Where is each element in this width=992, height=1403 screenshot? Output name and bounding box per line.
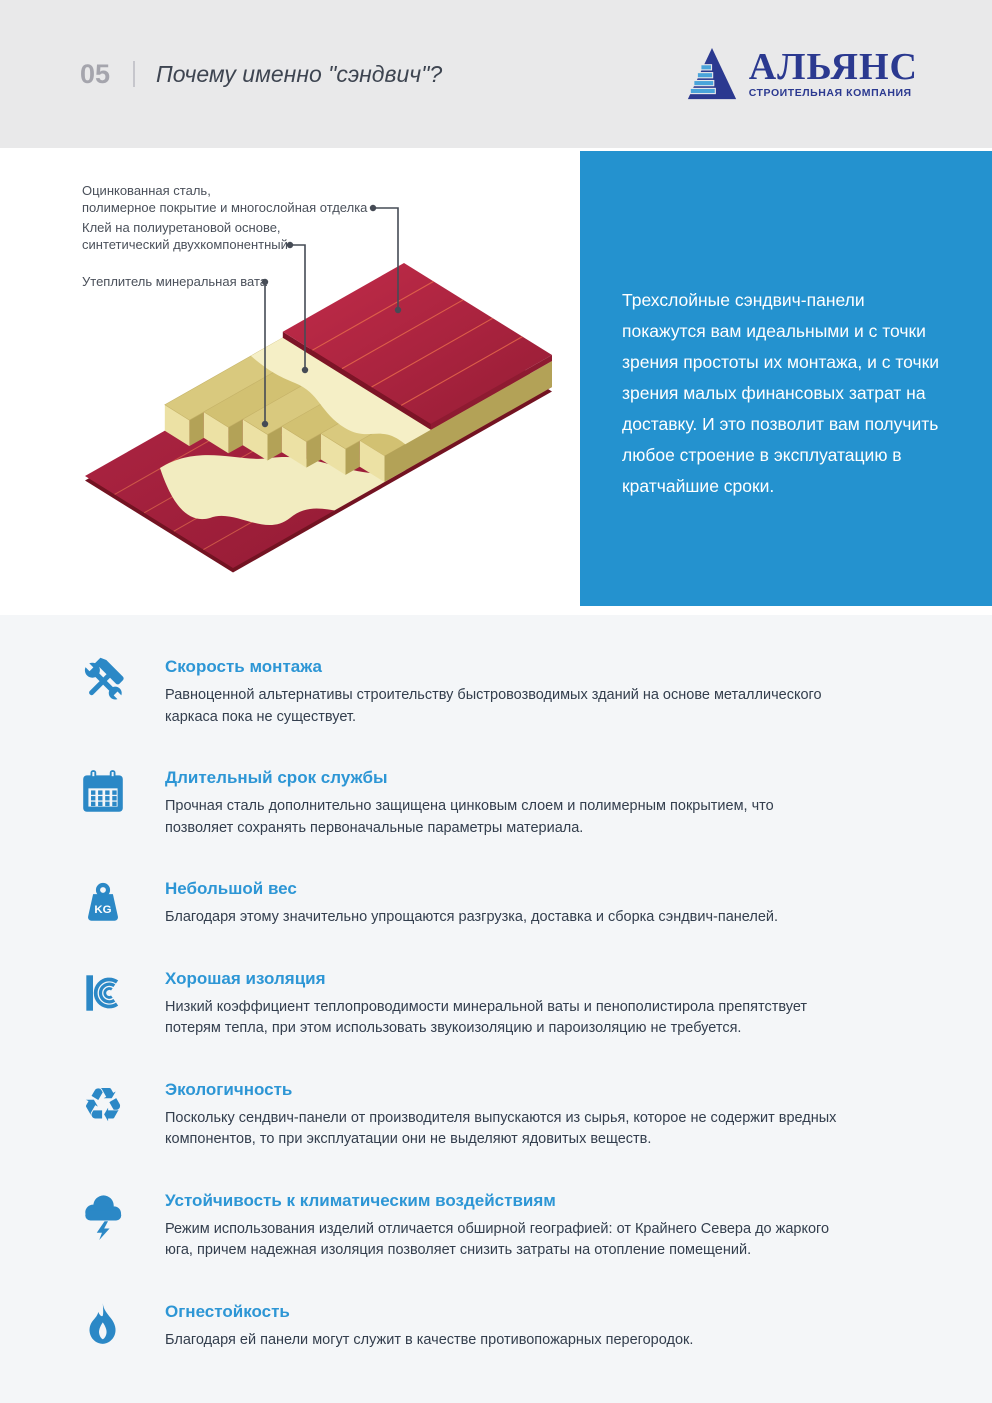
feature-title: Огнестойкость [165, 1301, 290, 1321]
diagram-label-steel: Оцинкованная сталь, полимерное покрытие и многослойная отделка [82, 183, 368, 215]
feature-body [165, 877, 778, 929]
features-section [0, 615, 992, 1403]
logo-text [748, 46, 918, 99]
diagram-label-glue: Клей на полиуретановой основе, синтетический двухкомпонентный [82, 220, 288, 252]
feature-item [78, 1078, 992, 1151]
feature-item [78, 877, 992, 929]
feature-body [165, 1078, 845, 1151]
feature-title: Скорость монтажа [165, 657, 322, 676]
feature-body [165, 766, 845, 839]
feature-text: Благодаря ей панели могут служит в качестве противопожарных перегородок. [165, 1331, 694, 1348]
feature-title: Длительный срок службы [165, 768, 388, 787]
feature-text: Равноценной альтернативы строительству быстровозводимых зданий на основе металлического каркаса пока не существует. [165, 687, 822, 725]
diagram-label-wool: Утеплитель минеральная вата [82, 274, 267, 289]
storm-icon [78, 1190, 128, 1240]
feature-text: Поскольку сендвич-панели от производителя выпускаются из сырья, которое не содержит вредных компонентов, то при эксплуатации они не выделяют ядовитых веществ. [165, 1109, 837, 1147]
feature-item [78, 1300, 992, 1352]
feature-body [165, 1189, 845, 1262]
company-logo [686, 47, 918, 101]
insulation-icon [78, 968, 128, 1018]
highlight-text: Трехслойные сэндвич-панели покажутся вам идеальными и с точки зрения простоты их монтажа, и с точки зрения малых финансовых затрат на доставку. И это позволит вам получить любое строение в эксплуатацию в кратчайшие сроки. [622, 290, 940, 496]
calendar-icon [78, 767, 128, 817]
feature-text: Прочная сталь дополнительно защищена цинковым слоем и полимерным покрытием, что позволяет сохранять первоначальные параметры материала. [165, 798, 774, 836]
feature-title: Хорошая изоляция [165, 968, 326, 988]
feature-text: Режим использования изделий отличается обширной географией: от Крайнего Севера до жаркого юга, причем надежная изоляция позволяет снизить затраты на отопление помещений. [165, 1220, 830, 1258]
header-divider [133, 61, 135, 87]
feature-item [78, 655, 992, 728]
feature-item [78, 967, 992, 1040]
logo-tagline: СТРОИТЕЛЬНАЯ КОМПАНИЯ [748, 87, 912, 99]
highlight-box [580, 151, 992, 606]
page-title: Почему именно "сэндвич"? [156, 60, 443, 87]
recycle-icon [78, 1079, 128, 1129]
tools-icon [78, 656, 128, 706]
logo-name: АЛЬЯНС [748, 46, 918, 88]
feature-body [165, 1300, 693, 1352]
feature-title: Небольшой вес [165, 879, 297, 898]
feature-body [165, 967, 845, 1040]
feature-item [78, 1189, 992, 1262]
feature-text: Низкий коэффициент теплопроводимости минеральной ваты и пенополистирола препятствует потерям тепла, при этом использовать звукоизоляцию и пароизоляцию не требуется. [165, 998, 808, 1036]
feature-title: Экологичность [165, 1079, 293, 1099]
pyramid-icon [686, 47, 738, 101]
feature-body [165, 655, 845, 728]
features-list [78, 655, 992, 1351]
feature-text: Благодаря этому значительно упрощаются разгрузка, доставка и сборка сэндвич-панелей. [165, 909, 779, 925]
page-header [0, 0, 992, 148]
feature-item [78, 766, 992, 839]
hero-section [0, 148, 992, 615]
page-number: 05 [80, 58, 111, 89]
feature-title: Устойчивость к климатическим воздействиям [165, 1190, 556, 1210]
weight-icon [78, 878, 128, 928]
flame-icon [78, 1301, 128, 1351]
